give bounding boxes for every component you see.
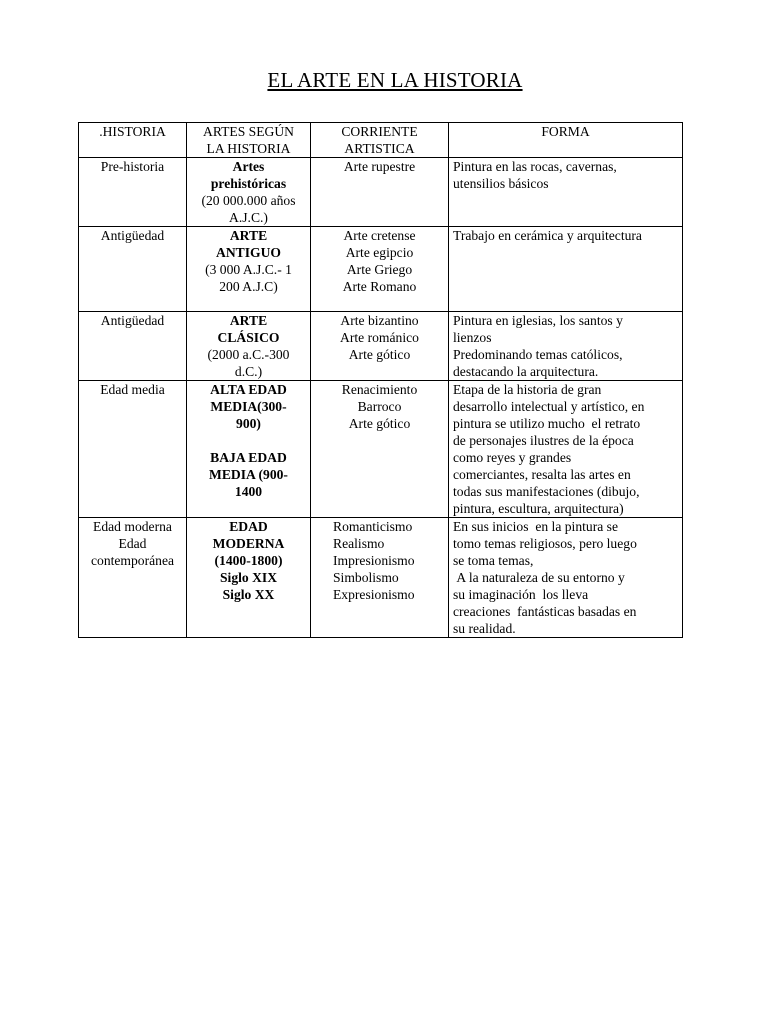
cell-line: Renacimiento: [341, 382, 418, 397]
cell-line: ALTA EDAD: [210, 382, 287, 397]
cell-line: (3 000 A.J.C.- 1: [205, 262, 292, 277]
cell-line: Simbolismo: [333, 570, 399, 585]
cell-line: utensilios básicos: [453, 176, 549, 191]
header-historia: [79, 123, 187, 158]
cell-forma: [449, 518, 683, 638]
cell-line: Siglo XIX: [219, 570, 278, 585]
cell-line: su imaginación los lleva: [453, 587, 589, 602]
header-line: FORMA: [541, 124, 590, 139]
cell-line: MEDIA (900-: [209, 467, 288, 482]
table-row: [79, 227, 683, 312]
cell-line: Siglo XX: [222, 587, 275, 602]
cell-corriente: [311, 227, 449, 312]
cell-line: Trabajo en cerámica y arquitectura: [453, 228, 642, 243]
cell-line: Arte románico: [340, 330, 419, 345]
table-header-row: [79, 123, 683, 158]
cell-line: Arte bizantino: [340, 313, 419, 328]
header-line: .HISTORIA: [99, 124, 166, 139]
cell-line: destacando la arquitectura.: [453, 364, 599, 379]
cell-line: 200 A.J.C): [219, 279, 278, 294]
cell-line: Arte gótico: [348, 347, 411, 362]
cell-line: pintura, escultura, arquitectura): [453, 501, 624, 516]
header-forma: [449, 123, 683, 158]
cell-line: Barroco: [357, 399, 402, 414]
cell-historia: [79, 158, 187, 227]
cell-line: A la naturaleza de su entorno y: [453, 570, 625, 585]
table-row: [79, 312, 683, 381]
table-row: [79, 381, 683, 518]
cell-line: 1400: [234, 484, 263, 499]
cell-line: tomo temas religiosos, pero luego: [453, 536, 637, 551]
cell-line: Etapa de la historia de gran: [453, 382, 602, 397]
header-line: ARTES SEGÚN: [203, 124, 294, 139]
cell-line: ARTE: [229, 313, 268, 328]
cell-line: BAJA EDAD: [210, 450, 287, 465]
cell-line: Pintura en iglesias, los santos y: [453, 313, 623, 328]
cell-line: Antigüedad: [100, 228, 165, 243]
cell-line: CLÁSICO: [217, 330, 280, 345]
cell-artes: [187, 381, 311, 518]
cell-artes: [187, 158, 311, 227]
cell-line: d.C.): [234, 364, 263, 379]
header-artes: [187, 123, 311, 158]
cell-line: (1400-1800): [214, 553, 283, 568]
header-line: ARTISTICA: [344, 141, 415, 156]
cell-line: Edad media: [100, 382, 165, 397]
document-title: EL ARTE EN LA HISTORIA: [267, 68, 523, 92]
cell-forma: [449, 158, 683, 227]
cell-line: (2000 a.C.-300: [207, 347, 290, 362]
cell-line: Antigüedad: [100, 313, 165, 328]
cell-line: Pre-historia: [100, 159, 165, 174]
cell-line: 900): [236, 416, 261, 431]
cell-line: MEDIA(300-: [210, 399, 287, 414]
cell-line: desarrollo intelectual y artístico, en: [453, 399, 645, 414]
cell-line: Arte rupestre: [343, 159, 416, 174]
header-corriente: [311, 123, 449, 158]
cell-line: A.J.C.): [229, 210, 268, 225]
cell-line: Arte egipcio: [345, 245, 414, 260]
cell-corriente: [311, 518, 449, 638]
cell-artes: [187, 227, 311, 312]
cell-line: se toma temas,: [453, 553, 534, 568]
cell-line: ARTE: [229, 228, 268, 243]
cell-line: lienzos: [453, 330, 492, 345]
cell-line: su realidad.: [453, 621, 516, 636]
cell-line: comerciantes, resalta las artes en: [453, 467, 631, 482]
cell-line: Edad moderna: [93, 519, 172, 534]
header-line: LA HISTORIA: [206, 141, 291, 156]
spacer: [191, 432, 306, 449]
art-history-table: [78, 122, 683, 638]
cell-line: Arte Romano: [342, 279, 417, 294]
cell-line: Romanticismo: [333, 519, 413, 534]
cell-historia: [79, 518, 187, 638]
cell-historia: [79, 312, 187, 381]
cell-line: prehistóricas: [210, 176, 287, 191]
cell-line: creaciones fantásticas basadas en: [453, 604, 637, 619]
cell-line: pintura se utilizo mucho el retrato: [453, 416, 641, 431]
cell-line: Pintura en las rocas, cavernas,: [453, 159, 617, 174]
cell-artes: [187, 518, 311, 638]
cell-line: (20 000.000 años: [201, 193, 296, 208]
header-line: CORRIENTE: [341, 124, 418, 139]
cell-line: como reyes y grandes: [453, 450, 572, 465]
cell-line: Predominando temas católicos,: [453, 347, 623, 362]
table-row: [79, 518, 683, 638]
cell-corriente: [311, 312, 449, 381]
cell-line: contemporánea: [90, 553, 175, 568]
cell-line: Arte gótico: [348, 416, 411, 431]
cell-historia: [79, 381, 187, 518]
cell-line: Arte Griego: [346, 262, 413, 277]
cell-forma: [449, 312, 683, 381]
cell-line: Artes: [232, 159, 265, 174]
table-row: [79, 158, 683, 227]
cell-line: MODERNA: [212, 536, 285, 551]
cell-forma: [449, 381, 683, 518]
cell-line: Expresionismo: [333, 587, 415, 602]
cell-line: EDAD: [229, 519, 268, 534]
cell-line: Arte cretense: [343, 228, 416, 243]
cell-forma: [449, 227, 683, 312]
cell-artes: [187, 312, 311, 381]
cell-line: Realismo: [333, 536, 385, 551]
cell-historia: [79, 227, 187, 312]
cell-corriente: [311, 158, 449, 227]
cell-line: En sus inicios en la pintura se: [453, 519, 618, 534]
cell-line: Impresionismo: [333, 553, 415, 568]
cell-line: ANTIGUO: [216, 245, 281, 260]
cell-line: de personajes ilustres de la época: [453, 433, 634, 448]
cell-line: Edad: [118, 536, 147, 551]
cell-corriente: [311, 381, 449, 518]
cell-line: todas sus manifestaciones (dibujo,: [453, 484, 640, 499]
